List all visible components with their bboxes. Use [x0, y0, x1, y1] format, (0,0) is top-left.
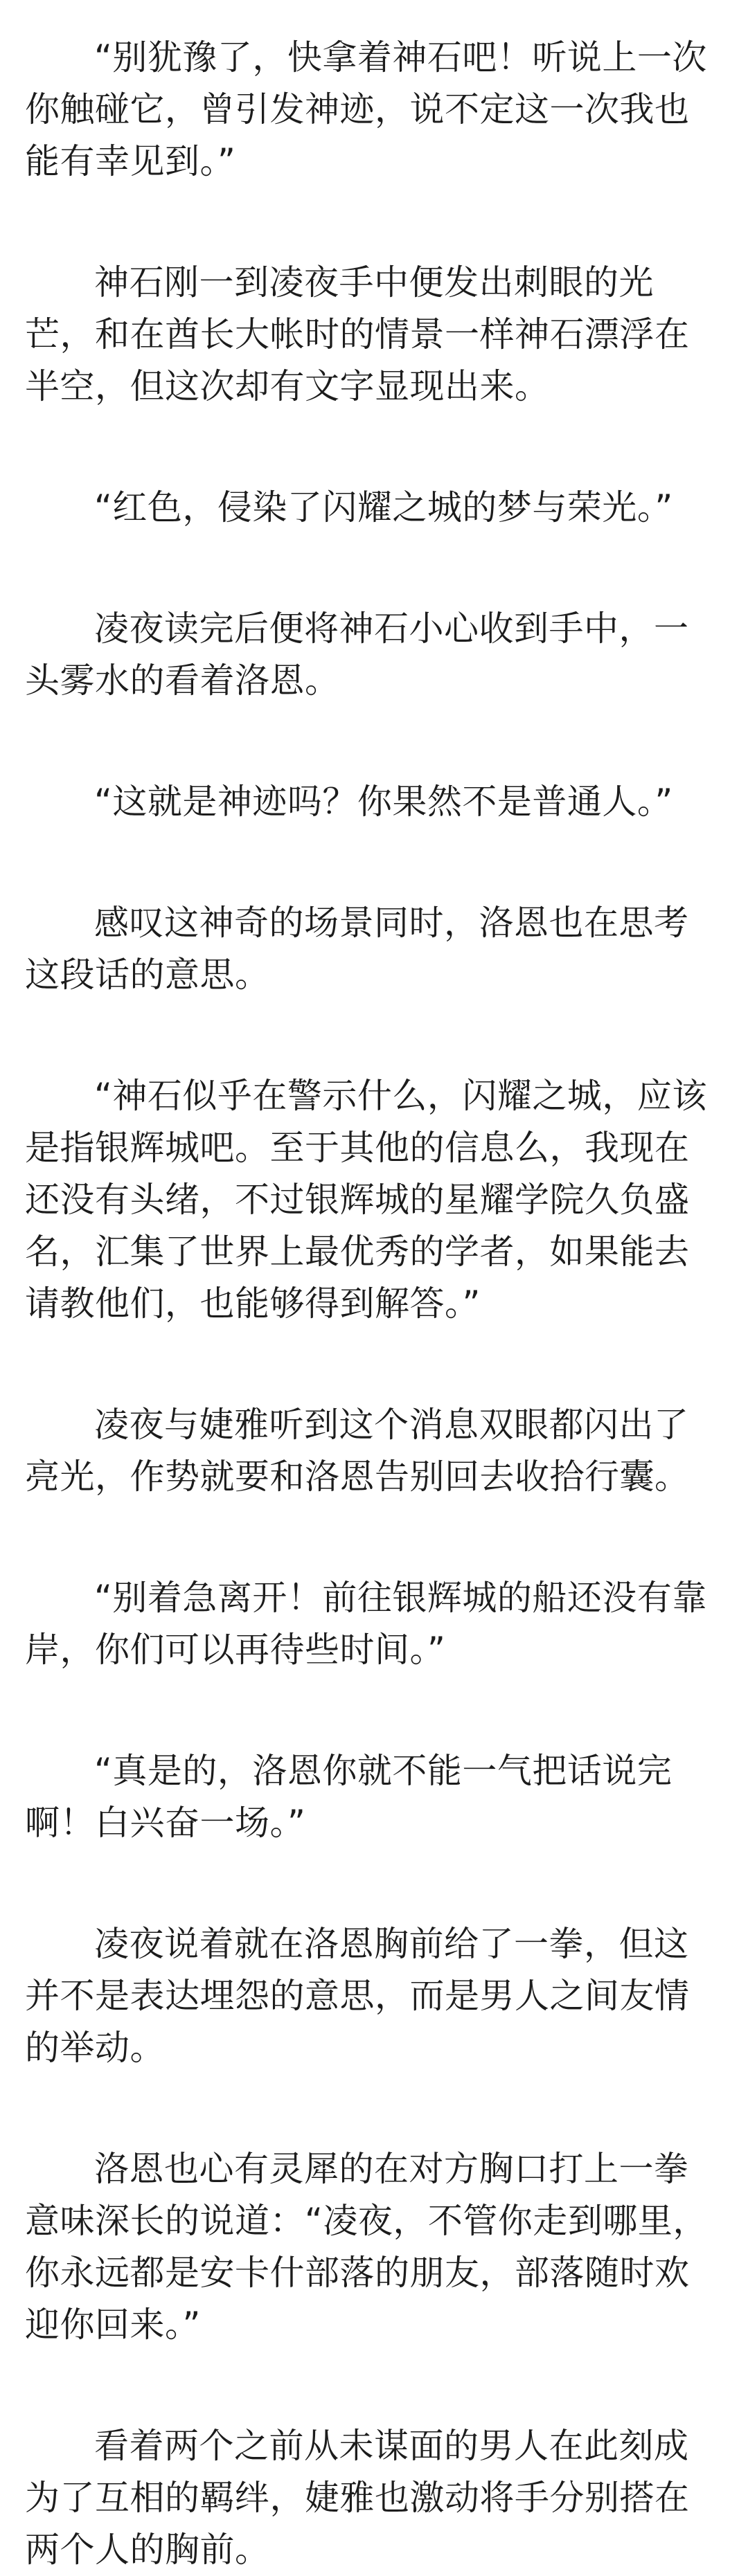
paragraph: “别着急离开！前往银辉城的船还没有靠岸，你们可以再待些时间。”: [25, 1578, 707, 1670]
paragraph: 洛恩也心有灵犀的在对方胸口打上一拳意味深长的说道：“凌夜，不管你走到哪里，你永远都是安卡什部落的朋友，部落随时欢迎你回来。”: [25, 2149, 708, 2345]
paragraph: 感叹这神奇的场景同时，洛恩也在思考这段话的意思。: [25, 903, 689, 995]
paragraph: 凌夜说着就在洛恩胸前给了一拳，但这并不是表达埋怨的意思，而是男人之间友情的举动。: [25, 1924, 690, 2068]
paragraph: “这就是神迹吗？你果然不是普通人。”: [94, 782, 673, 822]
paragraph: “红色，侵染了闪耀之城的梦与荣光。”: [94, 487, 673, 528]
paragraph: 神石刚一到凌夜手中便发出刺眼的光芒，和在酋长大帐时的情景一样神石漂浮在半空，但这次却有文字显现出来。: [25, 262, 690, 406]
paragraph: 凌夜读完后便将神石小心收到手中，一头雾水的看着洛恩。: [25, 609, 689, 701]
paragraph: 凌夜与婕雅听到这个消息双眼都闪出了亮光，作势就要和洛恩告别回去收拾行囊。: [25, 1405, 690, 1497]
paragraph: 看着两个之前从未谋面的男人在此刻成为了互相的羁绊，婕雅也激动将手分别搭在两个人的胸前。: [25, 2426, 690, 2570]
paragraph: “神石似乎在警示什么，闪耀之城，应该是指银辉城吧。至于其他的信息么，我现在还没有头绪，不过银辉城的星耀学院久负盛名，汇集了世界上最优秀的学者，如果能去请教他们，也能够得到解答。”: [25, 1076, 707, 1324]
paragraph: “真是的，洛恩你就不能一气把话说完啊！白兴奋一场。”: [25, 1751, 673, 1843]
paragraph: “别犹豫了，快拿着神石吧！听说上一次你触碰它，曾引发神迹，说不定这一次我也能有幸见到。”: [25, 37, 707, 181]
